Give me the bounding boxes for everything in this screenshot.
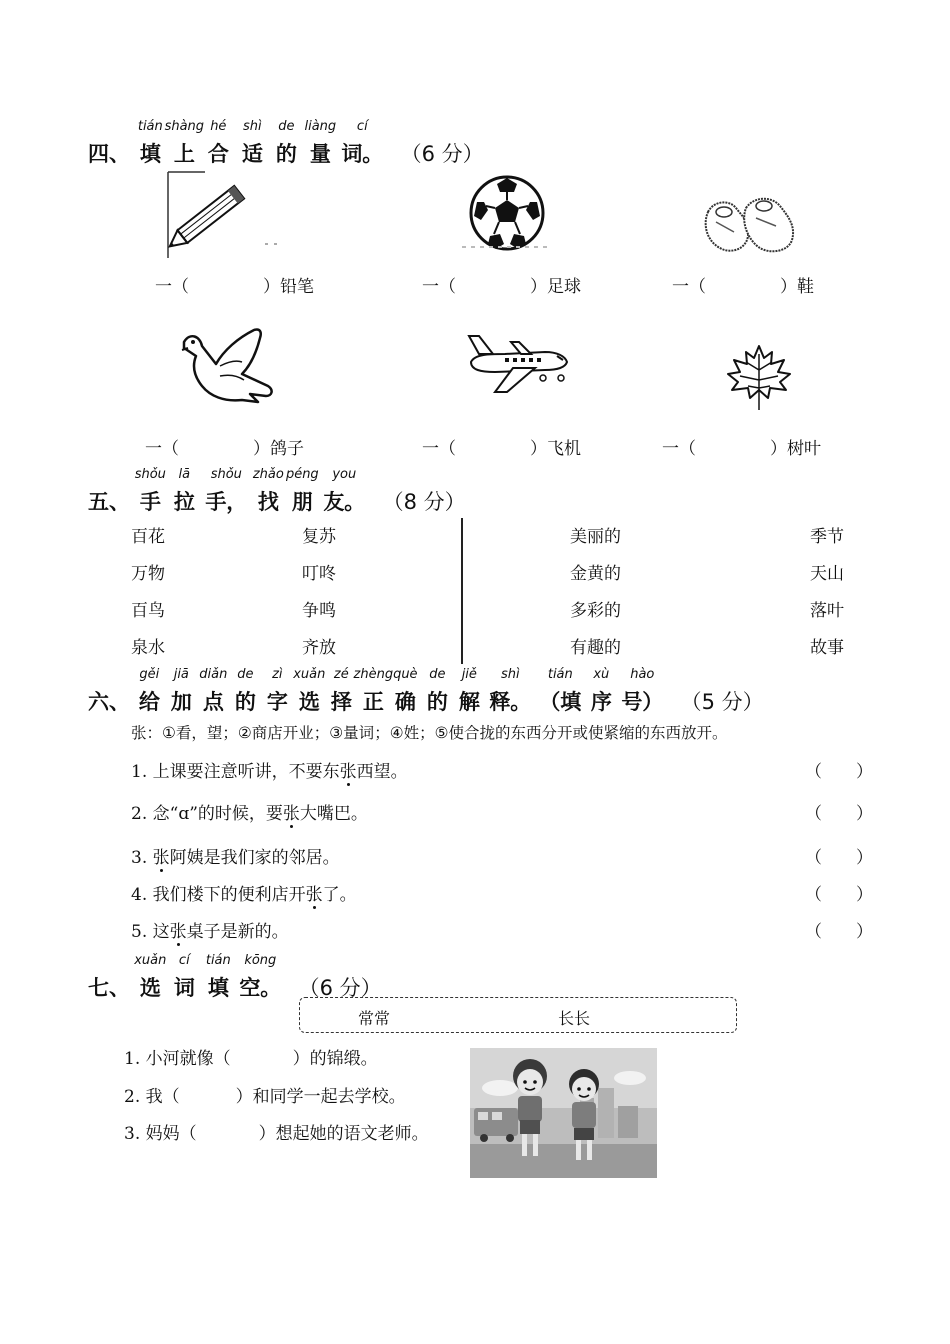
heading-char xyxy=(205,953,231,1002)
question-text: 了。 xyxy=(322,885,357,905)
section5-number: 五、 xyxy=(88,490,130,514)
heading-char xyxy=(489,667,532,716)
dotted-character: 张 xyxy=(152,848,170,868)
item-leaf: 一（ ）树叶 xyxy=(662,439,821,459)
answer-parentheses[interactable]: （ ） xyxy=(805,762,873,782)
heading-char-text: 填 xyxy=(139,142,161,166)
dotted-character: 张 xyxy=(282,804,300,824)
word-bank-word-1: 常常 xyxy=(358,1009,391,1028)
heading-char xyxy=(233,667,257,716)
heading-char xyxy=(353,667,394,716)
pinyin-annotation: diǎn xyxy=(199,667,228,682)
question-text: 3. xyxy=(131,848,153,868)
section6-score: （5 分） xyxy=(680,690,764,714)
question-row xyxy=(131,880,357,905)
pinyin-annotation: kōng xyxy=(244,953,277,968)
match-word[interactable]: 天山 xyxy=(810,564,844,584)
match-word[interactable]: 金黄的 xyxy=(570,564,621,584)
heading-char xyxy=(134,467,166,516)
pinyin-annotation: zì xyxy=(272,667,283,682)
heading-char-text: 手， xyxy=(205,490,248,514)
pinyin-annotation: shǒu xyxy=(134,467,166,482)
dotted-character: 张 xyxy=(339,762,357,782)
heading-char-text: 找 xyxy=(257,490,279,514)
heading-char-text: 正 xyxy=(362,690,384,714)
heading-char xyxy=(171,467,197,516)
pinyin-annotation: you xyxy=(332,467,357,482)
section6-number: 六、 xyxy=(88,690,130,714)
section4-number: 四、 xyxy=(88,142,130,166)
sentence-text: ）想起她的语文老师。 xyxy=(258,1124,429,1144)
pinyin-annotation: de xyxy=(278,119,295,134)
pinyin-annotation: jiě xyxy=(461,667,477,682)
pinyin-annotation: zé xyxy=(333,667,349,682)
pinyin-annotation: péng xyxy=(285,467,319,482)
question-text: 西望。 xyxy=(356,762,408,782)
answer-parentheses[interactable]: （ ） xyxy=(805,922,873,942)
word-bank-word-2: 长长 xyxy=(558,1009,591,1028)
sentence-text: 2. 我（ xyxy=(124,1087,180,1107)
match-word[interactable]: 百鸟 xyxy=(131,601,165,621)
heading-char xyxy=(164,119,205,168)
heading-char xyxy=(169,667,193,716)
item-airplane: 一（ ）飞机 xyxy=(422,439,581,459)
heading-char xyxy=(393,667,418,716)
pinyin-annotation: shàng xyxy=(164,119,205,134)
heading-char-text: 释。 xyxy=(489,690,532,714)
heading-char-text: 点 xyxy=(202,690,224,714)
heading-char xyxy=(329,667,353,716)
heading-char xyxy=(137,119,163,168)
heading-char xyxy=(252,467,284,516)
dove-icon xyxy=(180,326,280,404)
heading-char-text: 拉 xyxy=(173,490,195,514)
item-soccer-ball: 一（ ）足球 xyxy=(422,277,581,297)
heading-char-text: 确 xyxy=(394,690,416,714)
heading-char xyxy=(621,667,664,716)
heading-char xyxy=(273,119,299,168)
pinyin-annotation: xuǎn xyxy=(134,953,167,968)
dotted-character: 张 xyxy=(169,922,187,942)
heading-char-text: 序 xyxy=(590,690,612,714)
column-divider xyxy=(461,518,463,664)
heading-char xyxy=(199,667,228,716)
match-word[interactable]: 多彩的 xyxy=(570,601,621,621)
airplane-icon xyxy=(465,332,570,398)
fill-sentence xyxy=(124,1082,406,1107)
match-word[interactable]: 争鸣 xyxy=(302,601,336,621)
section7-title xyxy=(134,953,289,1000)
sentence-text: 1. 小河就像（ xyxy=(124,1049,231,1069)
match-word[interactable]: 季节 xyxy=(810,527,844,547)
heading-char xyxy=(425,667,449,716)
question-row xyxy=(131,917,289,942)
match-word[interactable]: 泉水 xyxy=(131,638,165,658)
heading-char xyxy=(205,467,248,516)
pinyin-annotation: xuǎn xyxy=(293,667,326,682)
heading-char-text: 选 xyxy=(139,976,161,1000)
section6-title xyxy=(137,667,671,714)
question-text: 大嘴巴。 xyxy=(299,804,368,824)
question-row xyxy=(131,757,408,782)
pinyin-annotation: cí xyxy=(356,119,368,134)
pinyin-annotation: tián xyxy=(137,119,163,134)
heading-char-text: 词。 xyxy=(341,142,384,166)
pinyin-annotation: gěi xyxy=(139,667,160,682)
pinyin-annotation: jiā xyxy=(173,667,189,682)
pinyin-annotation: lā xyxy=(178,467,191,482)
item-pencil: 一（ ）铅笔 xyxy=(155,277,314,297)
heading-char-text: 友。 xyxy=(323,490,366,514)
leaf-icon xyxy=(724,344,794,412)
match-word[interactable]: 齐放 xyxy=(302,638,336,658)
heading-char-text: 空。 xyxy=(239,976,282,1000)
heading-char-text: （填 xyxy=(539,690,582,714)
heading-char-text: 选 xyxy=(298,690,320,714)
heading-char-text: 的 xyxy=(426,690,448,714)
item-shoes: 一（ ）鞋 xyxy=(672,277,814,297)
match-word[interactable]: 有趣的 xyxy=(570,638,621,658)
dotted-character: 张 xyxy=(305,885,323,905)
heading-char-text: 加 xyxy=(170,690,192,714)
heading-char xyxy=(589,667,613,716)
match-word[interactable]: 万物 xyxy=(131,564,165,584)
heading-char xyxy=(539,667,582,716)
section5-title xyxy=(134,467,373,514)
question-text: 5. 这 xyxy=(131,922,170,942)
heading-char-text: 量 xyxy=(309,142,331,166)
heading-char-text: 解 xyxy=(458,690,480,714)
question-text: 2. 念“ɑ”的时候，要 xyxy=(131,804,283,824)
heading-char-text: 字 xyxy=(266,690,288,714)
answer-parentheses[interactable]: （ ） xyxy=(805,804,873,824)
fill-sentence xyxy=(124,1044,378,1069)
pinyin-annotation: tián xyxy=(547,667,573,682)
pinyin-annotation: shì xyxy=(243,119,262,134)
heading-char xyxy=(134,953,167,1002)
pinyin-annotation: zhǎo xyxy=(252,467,284,482)
answer-parentheses[interactable]: （ ） xyxy=(805,848,873,868)
section4-heading xyxy=(88,119,484,168)
children-walking-to-school-illustration xyxy=(470,1048,657,1178)
match-word[interactable]: 叮咚 xyxy=(302,564,336,584)
section5-score: （8 分） xyxy=(382,490,466,514)
pinyin-annotation: zhèng xyxy=(353,667,394,682)
section7-number: 七、 xyxy=(88,976,130,1000)
match-word[interactable]: 复苏 xyxy=(302,527,336,547)
match-word[interactable]: 故事 xyxy=(810,638,844,658)
heading-char-text: 适 xyxy=(241,142,263,166)
pinyin-annotation: de xyxy=(429,667,446,682)
sentence-text: 3. 妈妈（ xyxy=(124,1124,197,1144)
match-word[interactable]: 美丽的 xyxy=(570,527,621,547)
question-text: 1. 上课要注意听讲，不要东 xyxy=(131,762,340,782)
question-text: 4. 我们楼下的便利店开 xyxy=(131,885,306,905)
question-row xyxy=(131,843,340,868)
sentence-text: ）的锦缎。 xyxy=(292,1049,378,1069)
pinyin-annotation: tián xyxy=(205,953,231,968)
pinyin-annotation: shǒu xyxy=(210,467,242,482)
heading-char xyxy=(285,467,319,516)
heading-char xyxy=(171,953,197,1002)
heading-char xyxy=(293,667,326,716)
match-word[interactable]: 落叶 xyxy=(810,601,844,621)
heading-char-text: 的 xyxy=(275,142,297,166)
pinyin-annotation: de xyxy=(237,667,254,682)
answer-parentheses[interactable]: （ ） xyxy=(805,885,873,905)
section4-score: （6 分） xyxy=(400,142,484,166)
pinyin-annotation: liàng xyxy=(304,119,337,134)
heading-char xyxy=(341,119,384,168)
pinyin-annotation: què xyxy=(393,667,418,682)
heading-char-text: 朋 xyxy=(291,490,313,514)
section6-heading xyxy=(88,667,764,716)
heading-char-text: 手 xyxy=(139,490,161,514)
match-word[interactable]: 百花 xyxy=(131,527,165,547)
shoes-icon xyxy=(700,192,800,260)
heading-char-text: 给 xyxy=(138,690,160,714)
definition-line: 张：①看，望；②商店开业；③量词；④姓；⑤使合拢的东西分开或使紧缩的东西放开。 xyxy=(131,724,728,742)
item-dove: 一（ ）鸽子 xyxy=(145,439,304,459)
question-row xyxy=(131,799,368,824)
pencil-icon xyxy=(165,170,285,260)
pinyin-annotation: shì xyxy=(501,667,520,682)
heading-char xyxy=(265,667,289,716)
heading-char-text: 合 xyxy=(207,142,229,166)
heading-char-text: 号） xyxy=(621,690,664,714)
heading-char-text: 词 xyxy=(173,976,195,1000)
soccer-ball-icon xyxy=(462,172,552,254)
heading-char xyxy=(239,119,265,168)
section5-heading xyxy=(88,467,466,516)
pinyin-annotation: xù xyxy=(593,667,610,682)
fill-sentence xyxy=(124,1119,429,1144)
heading-char xyxy=(304,119,337,168)
heading-char-text: 择 xyxy=(330,690,352,714)
heading-char xyxy=(205,119,231,168)
pinyin-annotation: hào xyxy=(630,667,655,682)
heading-char-text: 填 xyxy=(207,976,229,1000)
pinyin-annotation: hé xyxy=(210,119,227,134)
section7-score: （6 分） xyxy=(298,976,382,1000)
question-text: 阿姨是我们家的邻居。 xyxy=(169,848,340,868)
section4-title xyxy=(137,119,391,166)
heading-char xyxy=(239,953,282,1002)
heading-char xyxy=(323,467,366,516)
question-text: 桌子是新的。 xyxy=(186,922,289,942)
heading-char xyxy=(137,667,161,716)
sentence-text: ）和同学一起去学校。 xyxy=(235,1087,406,1107)
heading-char-text: 上 xyxy=(173,142,195,166)
heading-char xyxy=(457,667,481,716)
pinyin-annotation: cí xyxy=(178,953,190,968)
heading-char-text: 的 xyxy=(234,690,256,714)
